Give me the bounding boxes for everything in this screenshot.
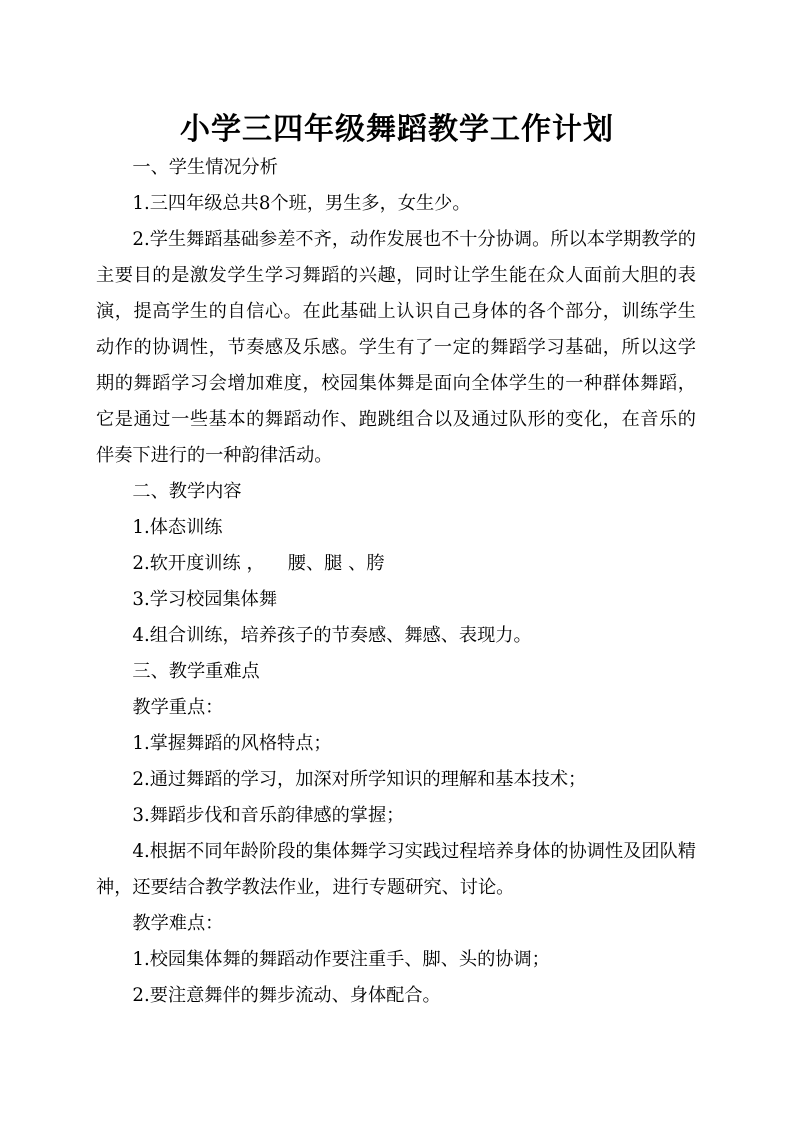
section-heading-student-analysis: 一、学生情况分析 xyxy=(132,157,278,178)
list-item: 2.通过舞蹈的学习，加深对所学知识的理解和基本技术； xyxy=(132,769,587,790)
list-item: 3.舞蹈步伐和音乐韵律感的掌握； xyxy=(132,805,405,826)
section-heading-key-difficult-points: 三、教学重难点 xyxy=(132,661,260,682)
subheading-difficult-points: 教学难点： xyxy=(132,913,224,934)
list-item: 1.校园集体舞的舞蹈动作要注重手、脚、头的协调； xyxy=(132,949,550,970)
list-item: 1.体态训练 xyxy=(132,517,223,538)
list-item: 3.学习校园集体舞 xyxy=(132,589,278,610)
list-item: 4.组合训练，培养孩子的节奏感、舞感、表现力。 xyxy=(132,625,532,646)
list-item: 1.掌握舞蹈的风格特点； xyxy=(132,733,332,754)
document-title: 小学三四年级舞蹈教学工作计划 xyxy=(180,112,614,147)
list-item: 2.要注意舞伴的舞步流动、身体配合。 xyxy=(132,985,441,1006)
paragraph: 1.三四年级总共8个班，男生多，女生少。 xyxy=(132,193,471,214)
list-item: 4.根据不同年龄阶段的集体舞学习实践过程培养身体的协调性及团队精神，还要结合教学教法作业，进行专题研究、讨论。 xyxy=(96,841,696,898)
section-heading-teaching-content: 二、教学内容 xyxy=(132,481,242,502)
subheading-key-points: 教学重点： xyxy=(132,697,224,718)
paragraph: 2.学生舞蹈基础参差不齐，动作发展也不十分协调。所以本学期教学的主要目的是激发学生学习舞蹈的兴趣，同时让学生能在众人面前大胆的表演，提高学生的自信心。在此基础上认识自己身体的各个部分，训练学生动作的协调性，节奏感及乐感。学生有了一定的舞蹈学习基础，所以这学期的舞蹈学习会增加难度，校园集体舞是面向全体学生的一种群体舞蹈，它是通过一些基本的舞蹈动作、跑跳组合以及通过队形的变化，在音乐的伴奏下进行的一种韵律活动。 xyxy=(96,229,696,466)
document-body xyxy=(96,150,696,1014)
list-item: 2.软开度训练 ， 腰、腿 、胯 xyxy=(132,553,385,574)
